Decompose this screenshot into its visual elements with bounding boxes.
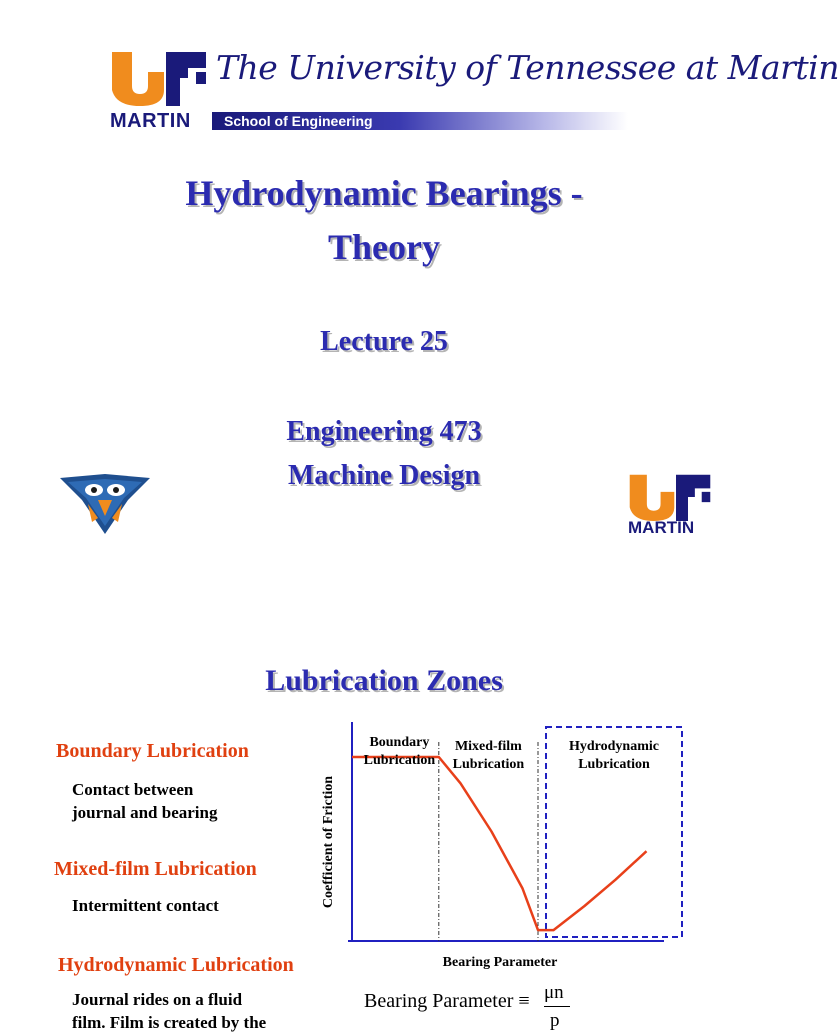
friction-chart bbox=[300, 712, 700, 976]
x-axis-label: Bearing Parameter bbox=[442, 955, 558, 970]
zone-description-hydrodynamic bbox=[72, 988, 266, 1034]
zone-heading-hydrodynamic: Hydrodynamic Lubrication bbox=[58, 954, 294, 976]
zone-description-line: journal and bearing bbox=[72, 803, 218, 822]
ut-logo-icon bbox=[628, 472, 712, 522]
course-name: Machine Design bbox=[287, 460, 481, 491]
zones-slide-title: Lubrication Zones bbox=[265, 664, 503, 697]
zone-description-boundary bbox=[72, 778, 217, 824]
zone-description-line: Contact between bbox=[72, 780, 194, 799]
friction-curve bbox=[352, 757, 647, 930]
y-axis-label: Coefficient of Friction bbox=[321, 775, 336, 909]
region-label: Hydrodynamic bbox=[569, 739, 659, 754]
formula-numerator: μn bbox=[544, 982, 564, 1003]
slide-title-line2: Theory bbox=[328, 227, 440, 267]
skyhawk-mascot-icon bbox=[58, 470, 152, 536]
zone-description-line: Journal rides on a fluid bbox=[72, 990, 243, 1009]
region-label: Lubrication bbox=[452, 757, 525, 772]
course-number: Engineering 473 bbox=[286, 416, 482, 447]
zone-description-mixed bbox=[72, 894, 219, 917]
formula-fraction-bar bbox=[544, 1006, 570, 1007]
region-label: Boundary bbox=[369, 735, 430, 750]
zone-description-line: film. Film is created by the bbox=[72, 1013, 267, 1032]
region-label: Lubrication bbox=[363, 753, 436, 768]
bearing-parameter-formula: Bearing Parameter ≡ bbox=[364, 990, 530, 1012]
school-name: School of Engineering bbox=[224, 113, 373, 129]
martin-wordmark: MARTIN bbox=[628, 518, 695, 537]
zone-heading-boundary: Boundary Lubrication bbox=[56, 740, 249, 762]
ut-logo-icon bbox=[110, 50, 208, 106]
slide-title-line1: Hydrodynamic Bearings - bbox=[185, 173, 583, 213]
region-label: Lubrication bbox=[578, 757, 650, 772]
region-label: Mixed-film bbox=[454, 739, 522, 754]
lecture-number: Lecture 25 bbox=[320, 326, 448, 357]
university-name: The University of Tennessee at Martin bbox=[216, 48, 839, 87]
zone-description-line: Intermittent contact bbox=[72, 896, 219, 915]
formula-denominator: p bbox=[550, 1010, 560, 1031]
martin-wordmark: MARTIN bbox=[110, 110, 191, 132]
zone-heading-mixed: Mixed-film Lubrication bbox=[54, 858, 257, 880]
